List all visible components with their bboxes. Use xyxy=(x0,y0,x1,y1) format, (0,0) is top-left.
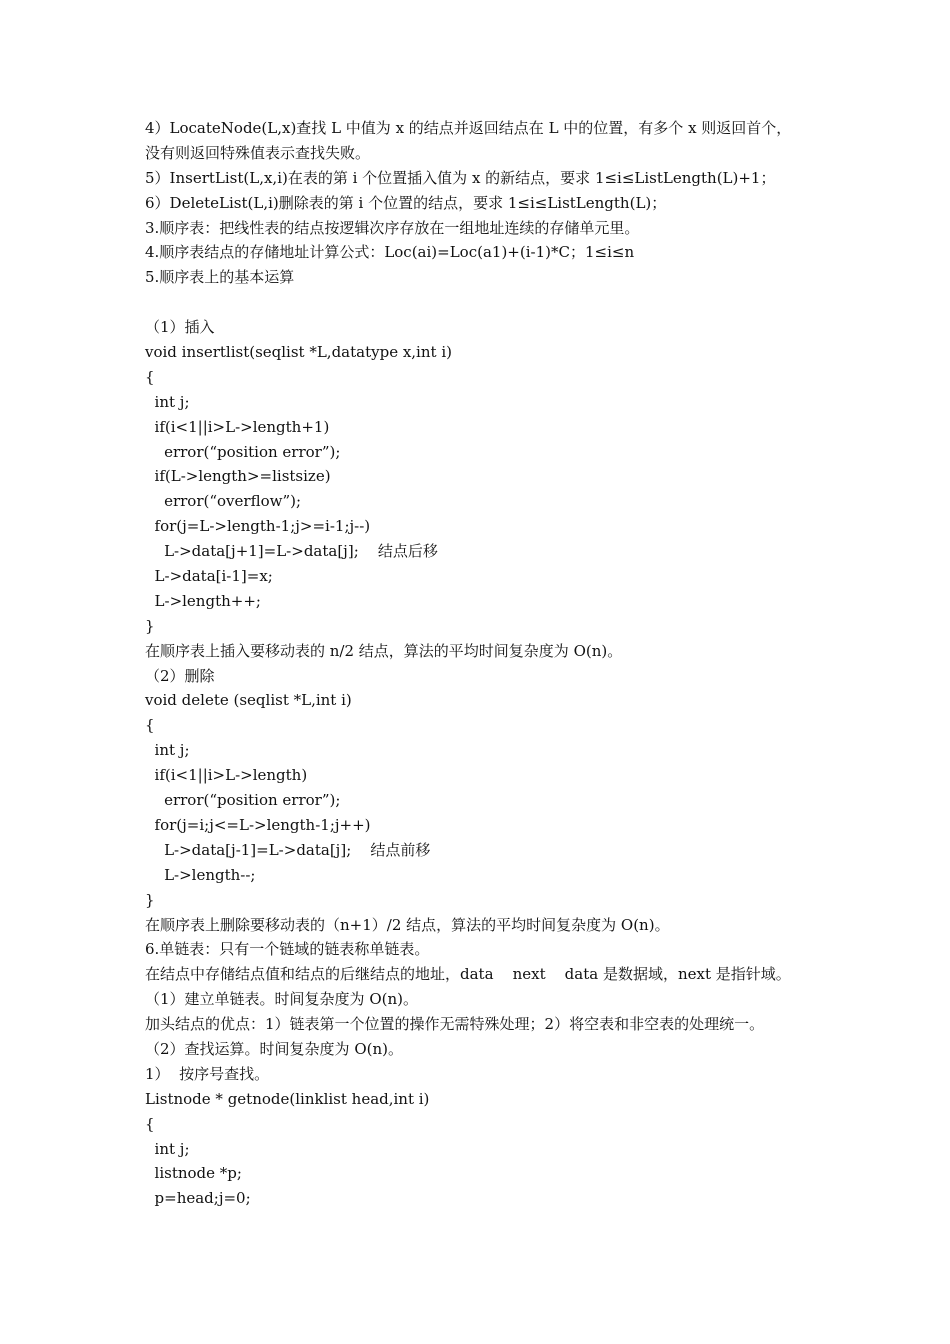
blank-line xyxy=(145,290,835,315)
text-line-address-formula: 4.顺序表结点的存储地址计算公式：Loc(ai)=Loc(a1)+(i-1)*C；1≤i≤n xyxy=(145,243,635,262)
code-line: L->data[i-1]=x; xyxy=(145,567,273,586)
text-line-locatenode: 4）LocateNode(L,x)查找 L 中值为 x 的结点并返回结点在 L 中的位置，有多个 x 则返回首个， xyxy=(145,119,792,137)
code-line: int j; xyxy=(145,1139,190,1158)
code-line: for(j=i;j<=L->length-1;j++) xyxy=(145,815,371,834)
code-line: for(j=L->length-1;j>=i-1;j--) xyxy=(145,517,371,536)
text-line-head-node-advantages: 加头结点的优点：1）链表第一个位置的操作无需特殊处理；2）将空表和非空表的处理统一。 xyxy=(145,1015,765,1034)
code-line: int j; xyxy=(145,741,190,760)
code-line: void insertlist(seqlist *L,datatype x,int i) xyxy=(145,343,452,362)
code-line: Listnode * getnode(linklist head,int i) xyxy=(145,1089,430,1108)
text-line-linked-list-def: 6.单链表：只有一个链域的链表称单链表。 xyxy=(145,940,430,959)
text-line-insertlist: 5）InsertList(L,x,i)在表的第 i 个位置插入值为 x 的新结点，要求 1≤i≤ListLength(L)+1； xyxy=(145,168,776,187)
text-line-delete-complexity: 在顺序表上删除要移动表的（n+1）/2 结点，算法的平均时间复杂度为 O(n)。 xyxy=(145,915,670,934)
subheading-insert: （1）插入 xyxy=(145,318,215,337)
code-line: error(“position error”); xyxy=(145,791,341,810)
code-line: error(“position error”); xyxy=(145,442,341,461)
code-line: { xyxy=(145,1114,155,1133)
text-line-node-fields: 在结点中存储结点值和结点的后继结点的地址，data next data 是数据域，next 是指针域。 xyxy=(145,965,791,984)
code-line: { xyxy=(145,367,155,386)
subheading-delete: （2）删除 xyxy=(145,666,215,685)
code-line: } xyxy=(145,616,155,635)
text-line-insert-complexity: 在顺序表上插入要移动表的 n/2 结点，算法的平均时间复杂度为 O(n)。 xyxy=(145,641,623,660)
code-line: if(i<1||i>L->length) xyxy=(145,766,308,785)
code-line: int j; xyxy=(145,392,190,411)
code-line: if(i<1||i>L->length+1) xyxy=(145,417,330,436)
text-line-seqlist-def: 3.顺序表：把线性表的结点按逻辑次序存放在一组地址连续的存储单元里。 xyxy=(145,218,640,237)
code-line: L->data[j-1]=L->data[j]; 结点前移 xyxy=(145,840,431,859)
code-line: { xyxy=(145,716,155,735)
code-line: listnode *p; xyxy=(145,1164,242,1183)
code-line: } xyxy=(145,890,155,909)
code-line: void delete (seqlist *L,int i) xyxy=(145,691,352,710)
code-line: p=head;j=0; xyxy=(145,1189,251,1208)
subheading-search: （2）查找运算。时间复杂度为 O(n)。 xyxy=(145,1039,403,1058)
text-line-deletelist: 6）DeleteList(L,i)删除表的第 i 个位置的结点，要求 1≤i≤ListLength(L)； xyxy=(145,193,667,212)
section-heading-basic-ops: 5.顺序表上的基本运算 xyxy=(145,268,295,287)
subheading-build-list: （1）建立单链表。时间复杂度为 O(n)。 xyxy=(145,990,418,1009)
code-line: if(L->length>=listsize) xyxy=(145,467,331,486)
subheading-search-by-index: 1） 按序号查找。 xyxy=(145,1064,270,1083)
code-line: L->length--; xyxy=(145,865,256,884)
code-line: L->data[j+1]=L->data[j]; 结点后移 xyxy=(145,542,438,561)
code-line: L->length++; xyxy=(145,591,261,610)
document-body xyxy=(145,116,835,1211)
code-line: error(“overflow”); xyxy=(145,492,302,511)
text-line-locatenode-cont: 没有则返回特殊值表示查找失败。 xyxy=(145,143,371,162)
